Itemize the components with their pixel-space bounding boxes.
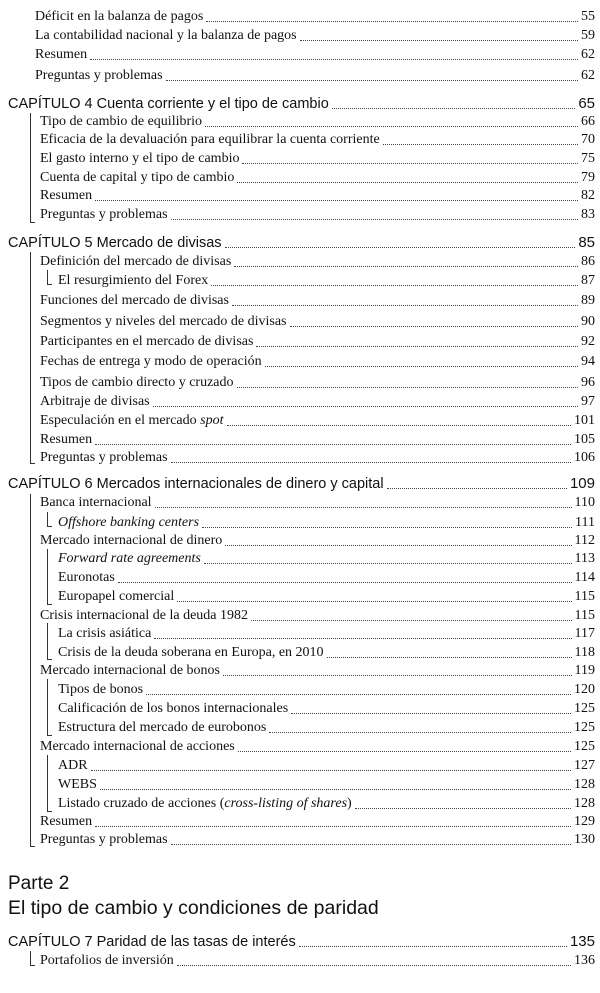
bracket-line <box>30 951 35 966</box>
toc-entry <box>40 831 595 849</box>
bracket-line <box>47 270 52 285</box>
entry-page: 120 <box>574 682 595 697</box>
toc-entry <box>58 681 595 699</box>
entry-page: 111 <box>575 515 595 530</box>
entry-title: La crisis asiática <box>58 626 152 641</box>
toc-entry <box>40 206 595 224</box>
entry-title: WEBS <box>58 777 97 792</box>
entry-title: Europapel comercial <box>58 589 175 604</box>
chapter-title: CAPÍTULO 5 Mercado de divisas <box>8 235 222 251</box>
toc-entry <box>40 813 595 831</box>
entry-page: 90 <box>581 314 595 329</box>
bracket-line <box>47 623 52 660</box>
chapter-heading <box>8 234 595 252</box>
toc-entry <box>40 494 595 512</box>
toc-entry <box>58 795 595 813</box>
entry-title: Euronotas <box>58 570 115 585</box>
bracket-line <box>47 549 52 605</box>
toc-entry <box>40 431 595 449</box>
entry-title: Preguntas y problemas <box>40 207 168 222</box>
entry-title: Resumen <box>40 432 93 447</box>
chapter-page: 65 <box>578 95 595 112</box>
bracket-line <box>47 512 52 527</box>
entry-page: 97 <box>581 394 595 409</box>
entry-title: Segmentos y niveles del mercado de divisas <box>40 314 287 329</box>
part-title: El tipo de cambio y condiciones de paridad <box>8 897 379 919</box>
bracket-line <box>30 252 35 464</box>
entry-page: 125 <box>574 720 595 735</box>
entry-title: Resumen <box>40 188 93 203</box>
entry-page: 86 <box>581 254 595 269</box>
toc-entry <box>40 187 595 205</box>
entry-page: 96 <box>581 375 595 390</box>
toc-entry <box>58 776 595 794</box>
chapter-page: 135 <box>569 933 595 950</box>
toc-entry <box>40 393 595 411</box>
entry-title: Resumen <box>35 47 88 62</box>
entry-title: Tipo de cambio de equilibrio <box>40 114 203 129</box>
entry-title: El gasto interno y el tipo de cambio <box>40 151 240 166</box>
entry-title: Calificación de los bonos internacionales <box>58 701 289 716</box>
entry-page: 115 <box>574 608 595 623</box>
entry-italic: spot <box>200 413 224 428</box>
entry-page: 62 <box>581 68 595 83</box>
chapter-heading <box>8 475 595 493</box>
toc-entry <box>40 662 595 680</box>
entry-title: Especulación en el mercado spot <box>40 413 224 428</box>
entry-title: Déficit en la balanza de pagos <box>35 9 204 24</box>
entry-title: ADR <box>58 758 88 773</box>
entry-title: Participantes en el mercado de divisas <box>40 334 254 349</box>
chapter-title: CAPÍTULO 4 Cuenta corriente y el tipo de cambio <box>8 96 329 112</box>
toc-entry <box>40 131 595 149</box>
toc-entry <box>40 374 595 392</box>
entry-page: 127 <box>574 758 595 773</box>
entry-title: Tipos de cambio directo y cruzado <box>40 375 234 390</box>
toc-entry <box>35 46 595 64</box>
entry-title: Resumen <box>40 814 93 829</box>
entry-title: Crisis internacional de la deuda 1982 <box>40 608 248 623</box>
entry-title: Portafolios de inversión <box>40 953 174 968</box>
entry-title: Listado cruzado de acciones (cross-listing of shares) <box>58 796 352 811</box>
entry-title: Crisis de la deuda soberana en Europa, en 2010 <box>58 645 324 660</box>
entry-page: 128 <box>574 796 595 811</box>
entry-italic: cross-listing of shares <box>224 796 348 811</box>
entry-page: 94 <box>581 354 595 369</box>
toc-entry <box>40 313 595 331</box>
chapter-heading <box>8 95 595 113</box>
entry-title: Eficacia de la devaluación para equilibrar la cuenta corriente <box>40 132 380 147</box>
entry-title: Offshore banking centers <box>58 515 200 530</box>
toc-entry <box>58 625 595 643</box>
entry-title: Preguntas y problemas <box>35 68 163 83</box>
entry-page: 125 <box>574 739 595 754</box>
entry-page: 62 <box>581 47 595 62</box>
entry-title: Preguntas y problemas <box>40 832 168 847</box>
entry-page: 106 <box>574 450 595 465</box>
toc-entry <box>40 353 595 371</box>
toc-entry <box>40 738 595 756</box>
bracket-line <box>30 494 35 847</box>
bracket-line <box>30 113 35 223</box>
entry-title: Forward rate agreements <box>58 551 201 566</box>
toc-entry <box>58 644 595 662</box>
toc-entry <box>35 8 595 26</box>
entry-page: 79 <box>581 170 595 185</box>
entry-page: 119 <box>574 663 595 678</box>
toc-entry <box>35 67 595 85</box>
entry-title: El resurgimiento del Forex <box>58 273 209 288</box>
toc-entry <box>40 532 595 550</box>
entry-title: Funciones del mercado de divisas <box>40 293 229 308</box>
entry-title: Definición del mercado de divisas <box>40 254 232 269</box>
toc-entry <box>58 514 595 532</box>
toc-entry <box>40 292 595 310</box>
entry-page: 125 <box>574 701 595 716</box>
entry-page: 117 <box>574 626 595 641</box>
entry-page: 113 <box>574 551 595 566</box>
entry-title: Banca internacional <box>40 495 152 510</box>
entry-page: 130 <box>574 832 595 847</box>
toc-entry <box>40 253 595 271</box>
bracket-line <box>47 755 52 812</box>
toc-entry <box>40 113 595 131</box>
chapter-heading <box>8 933 595 951</box>
entry-title: Cuenta de capital y tipo de cambio <box>40 170 235 185</box>
toc-entry <box>58 272 595 290</box>
entry-page: 59 <box>581 28 595 43</box>
toc-entry <box>40 412 595 430</box>
entry-title: Mercado internacional de bonos <box>40 663 220 678</box>
entry-page: 114 <box>574 570 595 585</box>
entry-page: 101 <box>574 413 595 428</box>
toc-entry <box>58 719 595 737</box>
toc-entry <box>40 150 595 168</box>
entry-page: 87 <box>581 273 595 288</box>
entry-title: Preguntas y problemas <box>40 450 168 465</box>
entry-title: Estructura del mercado de eurobonos <box>58 720 267 735</box>
toc-entry <box>58 700 595 718</box>
entry-title: La contabilidad nacional y la balanza de pagos <box>35 28 297 43</box>
toc-entry <box>58 569 595 587</box>
entry-page: 92 <box>581 334 595 349</box>
toc-entry <box>35 27 595 45</box>
chapter-page: 109 <box>569 475 595 492</box>
entry-page: 115 <box>574 589 595 604</box>
entry-page: 110 <box>574 495 595 510</box>
entry-page: 83 <box>581 207 595 222</box>
toc-entry <box>40 449 595 467</box>
bracket-line <box>47 679 52 736</box>
chapter-title: CAPÍTULO 7 Paridad de las tasas de interés <box>8 934 296 950</box>
entry-title: Fechas de entrega y modo de operación <box>40 354 262 369</box>
entry-title: Tipos de bonos <box>58 682 144 697</box>
part-label: Parte 2 <box>8 873 70 894</box>
entry-page: 129 <box>574 814 595 829</box>
toc-entry <box>58 588 595 606</box>
toc-entry <box>58 550 595 568</box>
toc-entry <box>40 607 595 625</box>
toc-entry <box>58 757 595 775</box>
entry-page: 75 <box>581 151 595 166</box>
entry-page: 118 <box>574 645 595 660</box>
entry-page: 55 <box>581 9 595 24</box>
toc-entry <box>40 169 595 187</box>
entry-title: Arbitraje de divisas <box>40 394 150 409</box>
chapter-title: CAPÍTULO 6 Mercados internacionales de dinero y capital <box>8 476 384 492</box>
entry-page: 112 <box>574 533 595 548</box>
entry-page: 70 <box>581 132 595 147</box>
entry-page: 89 <box>581 293 595 308</box>
chapter-page: 85 <box>578 234 595 251</box>
entry-title: Mercado internacional de dinero <box>40 533 223 548</box>
entry-page: 128 <box>574 777 595 792</box>
entry-page: 105 <box>574 432 595 447</box>
entry-page: 82 <box>581 188 595 203</box>
entry-page: 136 <box>574 953 595 968</box>
toc-entry <box>40 952 595 970</box>
toc-entry <box>40 333 595 351</box>
entry-title: Mercado internacional de acciones <box>40 739 235 754</box>
entry-page: 66 <box>581 114 595 129</box>
